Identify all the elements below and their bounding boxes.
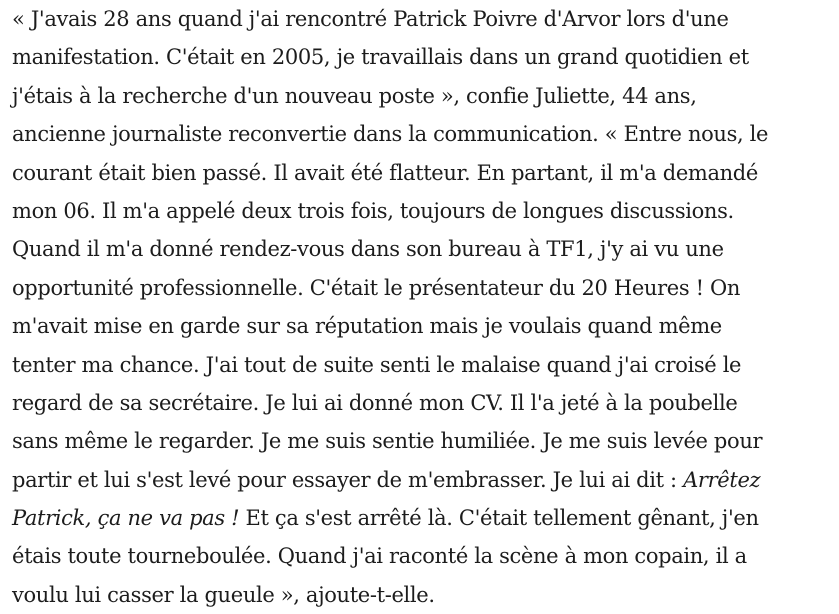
text-line-2: manifestation. C'était en 2005, je travaillais dans un grand quotidien et — [12, 45, 749, 70]
text-line-4: ancienne journaliste reconvertie dans la communication. « Entre nous, le — [12, 122, 769, 147]
text-line-15: étais toute tourneboulée. Quand j'ai raconté la scène à mon copain, il a — [12, 544, 747, 569]
text-line-9: m'avait mise en garde sur sa réputation mais je voulais quand même — [12, 314, 722, 339]
text-line-6: mon 06. Il m'a appelé deux trois fois, toujours de longues discussions. — [12, 198, 734, 223]
text-line-10: tenter ma chance. J'ai tout de suite senti le malaise quand j'ai croisé le — [12, 352, 742, 377]
text-line-1: « J'avais 28 ans quand j'ai rencontré Patrick Poivre d'Arvor lors d'une — [12, 7, 729, 31]
text-line-13-roman: partir et lui s'est levé pour essayer de m'embrasser. Je lui ai dit : — [12, 467, 684, 492]
text-line-16: voulu lui casser la gueule », ajoute-t-elle. — [12, 582, 435, 607]
text-line-3: j'étais à la recherche d'un nouveau poste », confie Juliette, 44 ans, — [12, 83, 697, 108]
text-line-14-roman: Et ça s'est arrêté là. C'était tellement gênant, j'en — [239, 506, 759, 531]
text-line-14 — [12, 499, 812, 537]
text-line-12: sans même le regarder. Je me suis sentie humiliée. Je me suis levée pour — [12, 429, 763, 454]
text-line-8: opportunité professionnelle. C'était le présentateur du 20 Heures ! On — [12, 275, 741, 300]
text-line-14-italic-quote: Patrick, ça ne va pas ! — [12, 506, 240, 531]
text-line-5: courant était bien passé. Il avait été flatteur. En partant, il m'a demandé — [12, 160, 758, 185]
text-line-13 — [12, 461, 812, 499]
text-line-7: Quand il m'a donné rendez-vous dans son bureau à TF1, j'y ai vu une — [12, 237, 724, 262]
article-paragraph — [12, 0, 812, 614]
text-line-13-italic-quote: Arrêtez — [683, 467, 761, 492]
text-line-11: regard de sa secrétaire. Je lui ai donné mon CV. Il l'a jeté à la poubelle — [12, 390, 738, 415]
